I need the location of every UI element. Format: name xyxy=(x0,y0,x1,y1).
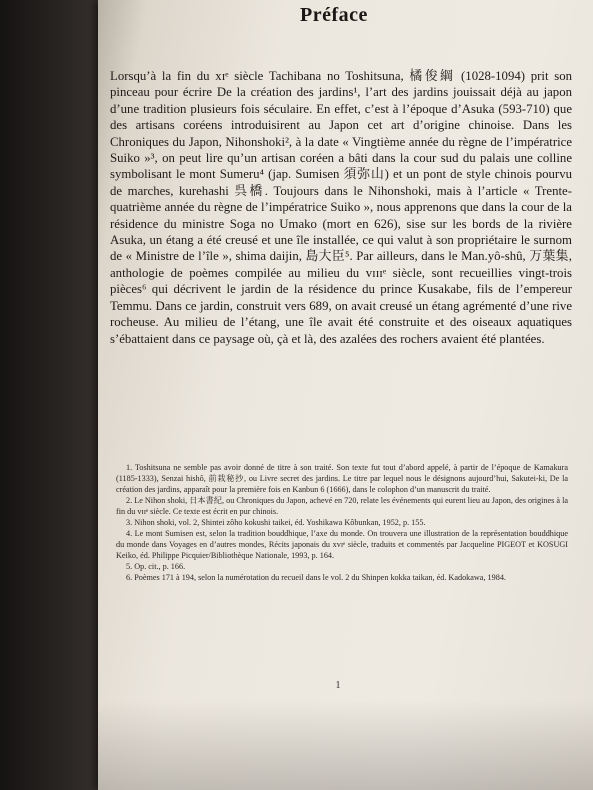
book-gutter xyxy=(0,0,110,790)
footnote-3: 3. Nihon shoki, vol. 2, Shintei zôho kokushi taikei, éd. Yoshikawa Kôbunkan, 1952, p. 155. xyxy=(126,518,426,527)
page-shading xyxy=(98,700,593,790)
page-content xyxy=(110,0,578,691)
page-title: Préface xyxy=(300,4,368,26)
body-paragraph: Lorsqu’à la fin du xɪᵉ siècle Tachibana no Toshitsuna, 橘俊綱 (1028-1094) prit son pinceau pour écrire De la création des jardins¹, l’art des jardins jouissait déjà au japon d’une tradition plusieurs fois séculaire. En effet, c’est à l’époque d’Asuka (593-710) que des artisans coréens introduisirent au Japon cet art d’origine chinoise. Dans les Chroniques du Japon, Nihonshoki², à la date « Vingtième année du règne de l’impératrice Suiko »³, on peut lire qu’un artisan coréen a bâti dans la cour sud du palais une colline symbolisant le mont Sumeru⁴ (jap. Sumisen 須弥山) et un pont de style chinois pourvu de marches, kurehashi 呉橋. Toujours dans le Nihonshoki, mais à l’article « Trente-quatrième année du règne de l’impératrice Suiko », nous apprenons que dans la cour de la résidence du ministre Soga no Umako (mort en 626), sise sur les bords de la rivière Asuka, un étang a été creusé et une île installée, ce qui valut à son propriétaire le surnom de « Ministre de l’île », shima daijin, 島大臣⁵. Par ailleurs, dans le Man.yô-shû, 万葉集, anthologie de poèmes compilée au milieu du vɪɪɪᵉ siècle, sont recueillies vingt-trois pièces⁶ qui décrivent le jardin de la résidence du prince Kusakabe, fils de l’empereur Temmu. Dans ce jardin, construit vers 689, on avait creusé un étang agrémenté d’une rive rocheuse. Au milieu de l’étang, une île avait été construite et des oiseaux aquatiques s’ébattaient dans ce paysage où, çà et là, des azalées des rochers avaient été plantées. xyxy=(110,69,572,346)
footnote-2: 2. Le Nihon shoki, 日本書紀, ou Chroniques du Japon, achevé en 720, relate les événements qui eurent lieu au Japon, des origines à la fin du vɪɪᵉ siècle. Ce texte est écrit en pur chinois. xyxy=(116,496,568,516)
footnote-6: 6. Poèmes 171 à 194, selon la numérotation du recueil dans le vol. 2 du Shinpen kokka taikan, éd. Kadokawa, 1984. xyxy=(126,573,506,582)
footnotes xyxy=(116,462,568,583)
footnote-4: 4. Le mont Sumisen est, selon la tradition bouddhique, l’axe du monde. On trouvera une illustration de la représentation bouddhique du monde dans Voyages en d’autres mondes, Récits japonais du xvɪᵉ siècle, traduits et commentés par Jacqueline PIGEOT et KOSUGI Keiko, éd. Philippe Picquier/Bibliothèque Nationale, 1993, p. 164. xyxy=(116,529,568,560)
footnote-5: 5. Op. cit., p. 166. xyxy=(126,562,186,571)
book-page xyxy=(98,0,593,790)
body-text xyxy=(110,68,572,347)
footnote-1: 1. Toshitsuna ne semble pas avoir donné de titre à son traité. Son texte fut tout d’abord appelé, à partir de l’époque de Kamakura (1185-1333), Senzai hishô, 前栽秘抄, ou Livre secret des jardins. Le titre par lequel nous le désignons aujourd’hui, Sakutei-ki, De la création des jardins, apparaît pour la première fois en Kanbun 6 (1666), dans le colophon d’un manuscrit du traité. xyxy=(116,463,568,494)
page-number: 1 xyxy=(335,680,341,691)
